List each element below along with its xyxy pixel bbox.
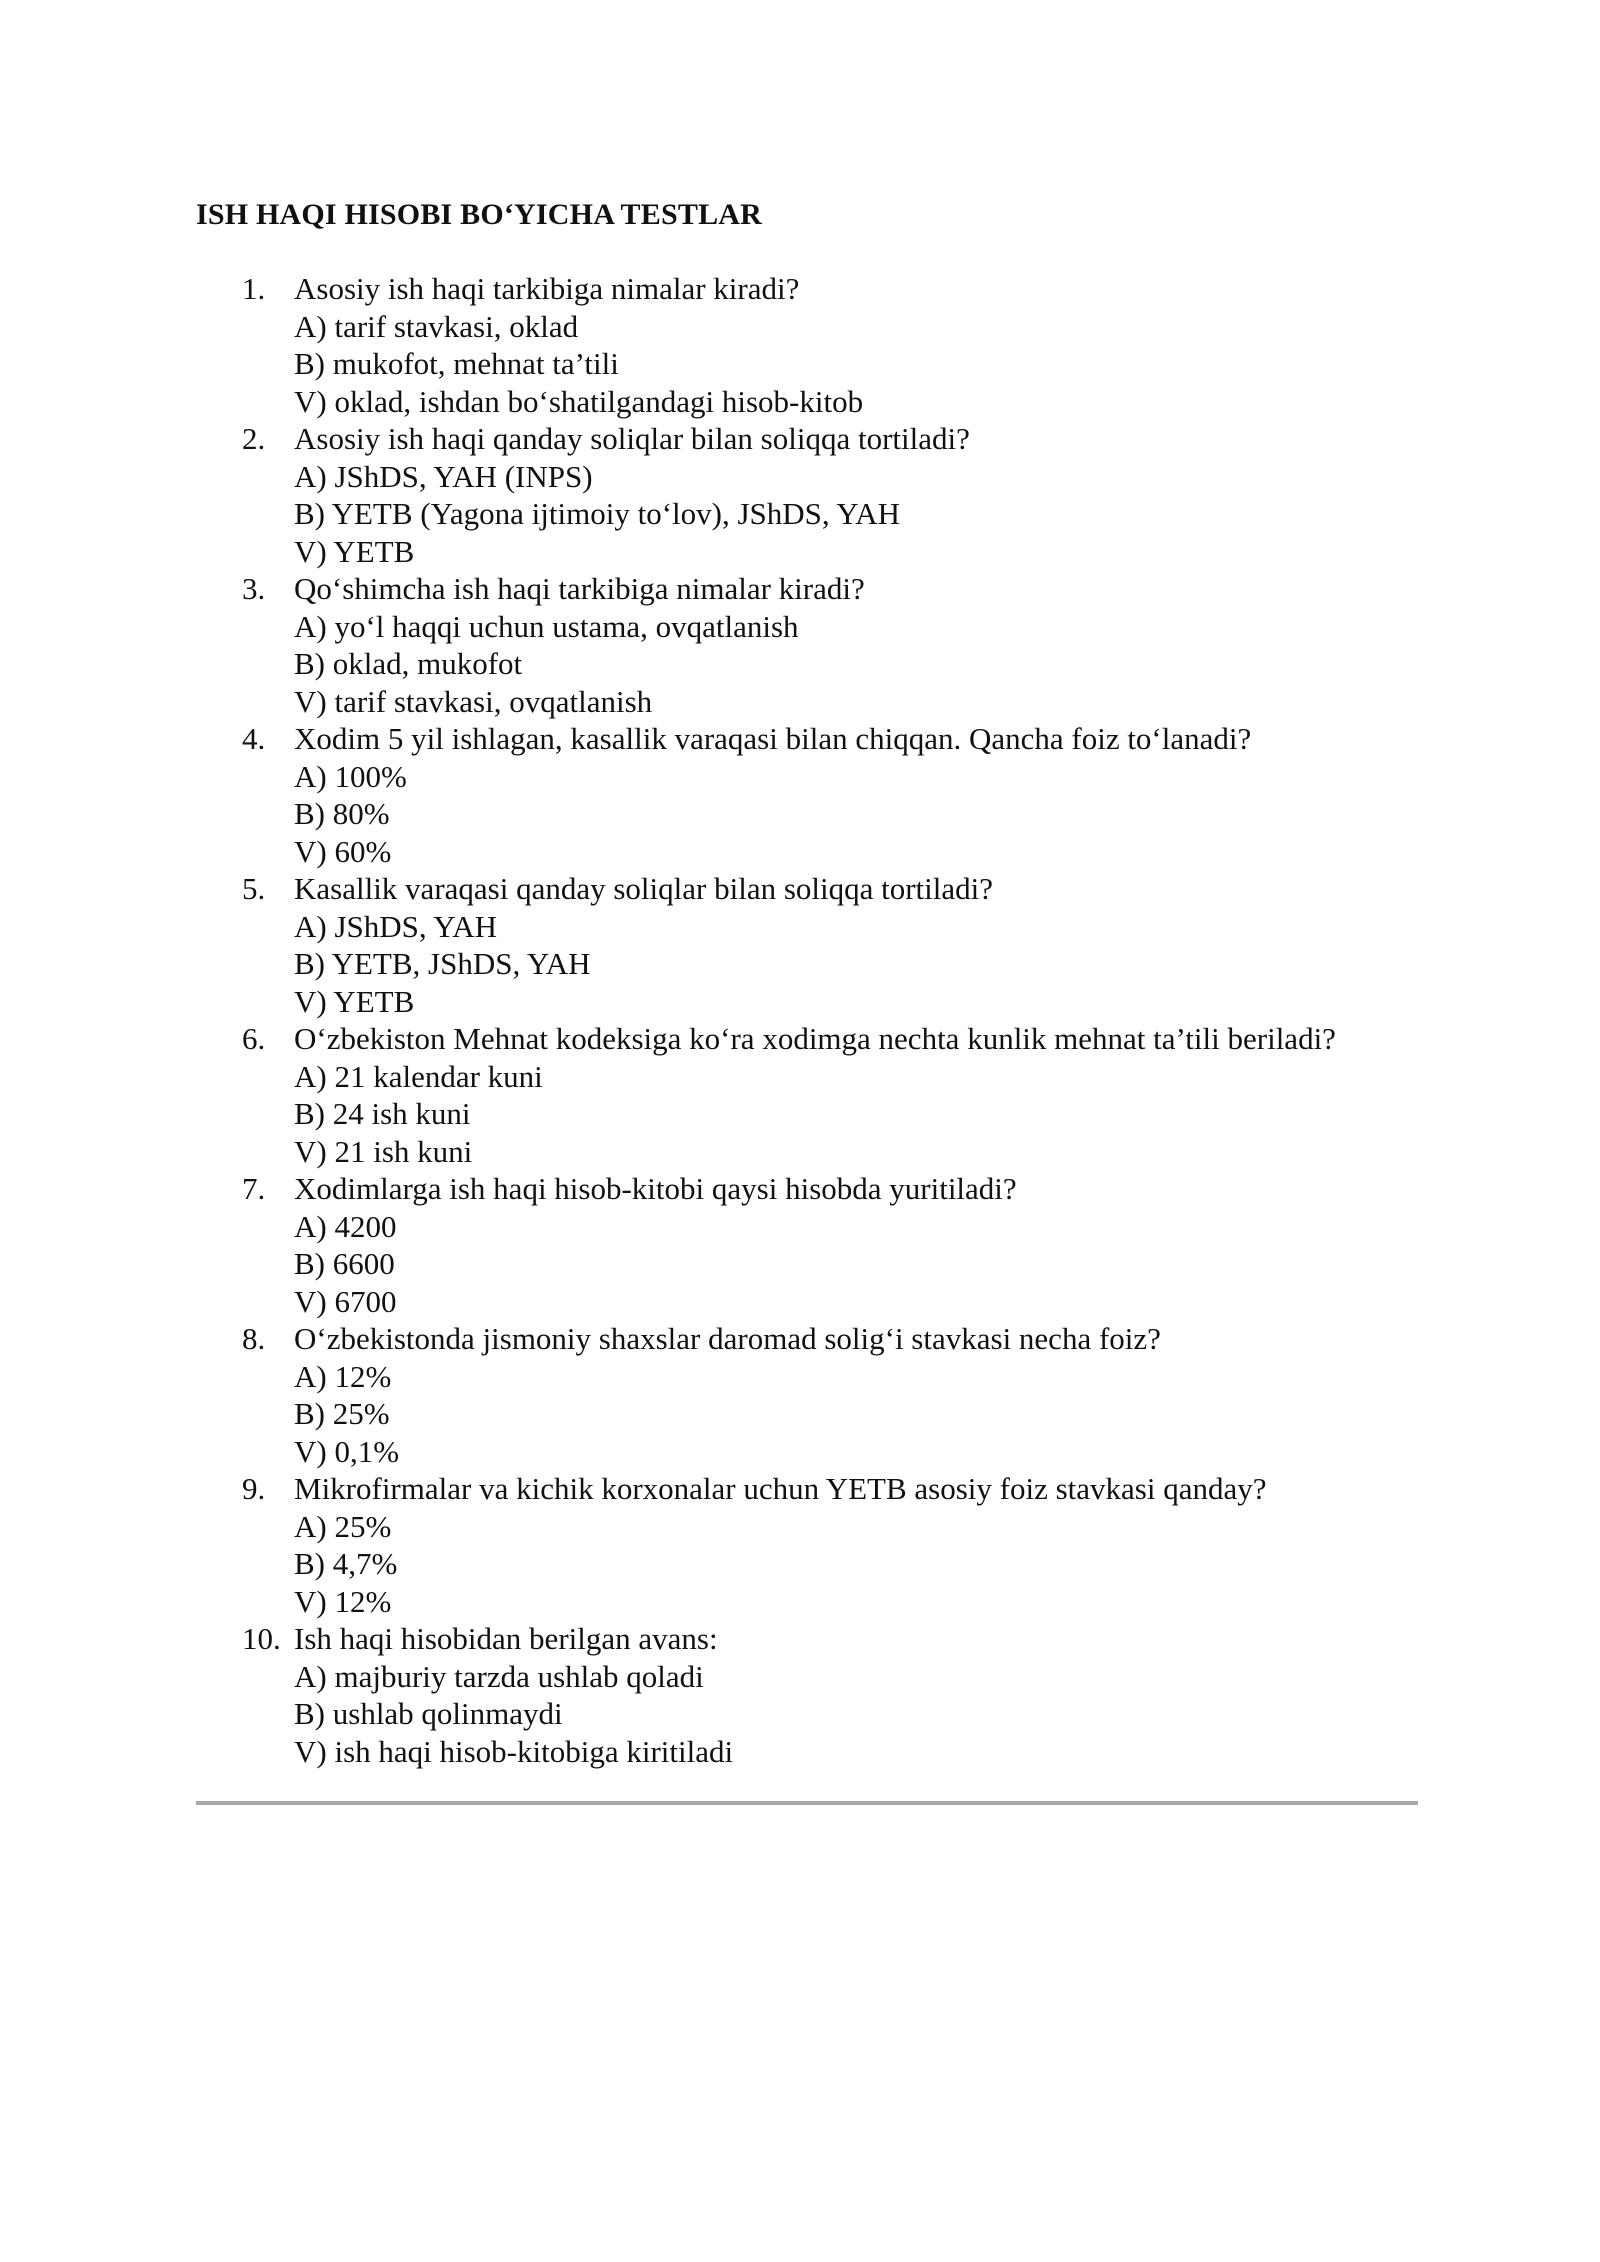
question-text: Asosiy ish haqi tarkibiga nimalar kiradi? xyxy=(294,271,800,306)
question-number: 8. xyxy=(242,1321,266,1356)
answer-option-v: V) 12% xyxy=(294,1583,392,1619)
question-item xyxy=(196,720,1416,870)
question-list xyxy=(196,270,1416,1770)
question-text: Qo‘shimcha ish haqi tarkibiga nimalar kiradi? xyxy=(294,571,865,606)
question-text: Xodim 5 yil ishlagan, kasallik varaqasi bilan chiqqan. Qancha foiz to‘lanadi? xyxy=(294,721,1252,756)
question-text: O‘zbekiston Mehnat kodeksiga ko‘ra xodimga nechta kunlik mehnat ta’tili beriladi? xyxy=(294,1021,1336,1056)
answer-option-b: B) ushlab qolinmaydi xyxy=(294,1696,563,1731)
answer-option-v: V) YETB xyxy=(294,533,415,569)
question-item xyxy=(196,420,1416,570)
question-number: 10. xyxy=(242,1621,281,1656)
answer-option-a: A) 100% xyxy=(294,758,407,794)
answer-option-a: A) 21 kalendar kuni xyxy=(294,1058,543,1094)
answer-option-a: A) 4200 xyxy=(294,1208,397,1244)
answer-option-v: V) YETB xyxy=(294,983,415,1019)
answer-option-v: V) tarif stavkasi, ovqatlanish xyxy=(294,683,653,719)
answer-option-a: A) JShDS, YAH (INPS) xyxy=(294,458,593,494)
question-number: 3. xyxy=(242,571,266,606)
answer-option-v: V) 6700 xyxy=(294,1283,397,1319)
question-item xyxy=(196,1620,1416,1770)
question-item xyxy=(196,1320,1416,1470)
question-number: 6. xyxy=(242,1021,266,1056)
question-number: 9. xyxy=(242,1471,266,1506)
question-item xyxy=(196,1470,1416,1620)
question-number: 2. xyxy=(242,421,266,456)
question-number: 7. xyxy=(242,1171,266,1206)
question-number: 1. xyxy=(242,271,266,306)
answer-option-v: V) 0,1% xyxy=(294,1433,400,1469)
answer-option-b: B) 4,7% xyxy=(294,1546,398,1581)
answer-option-a: A) majburiy tarzda ushlab qoladi xyxy=(294,1658,704,1694)
answer-option-v: V) 60% xyxy=(294,833,392,869)
question-item xyxy=(196,570,1416,720)
question-number: 4. xyxy=(242,721,266,756)
question-text: Ish haqi hisobidan berilgan avans: xyxy=(294,1621,718,1656)
answer-option-v: V) ish haqi hisob-kitobiga kiritiladi xyxy=(294,1733,734,1769)
answer-option-b: B) 25% xyxy=(294,1396,390,1431)
answer-option-b: B) 80% xyxy=(294,796,390,831)
question-item xyxy=(196,1170,1416,1320)
question-text: Kasallik varaqasi qanday soliqlar bilan soliqqa tortiladi? xyxy=(294,871,994,906)
answer-option-b: B) oklad, mukofot xyxy=(294,646,523,681)
question-item xyxy=(196,1020,1416,1170)
answer-option-a: A) tarif stavkasi, oklad xyxy=(294,308,579,344)
horizontal-divider xyxy=(196,1801,1418,1805)
answer-option-v: V) 21 ish kuni xyxy=(294,1133,473,1169)
question-item xyxy=(196,270,1416,420)
answer-option-b: B) mukofot, mehnat ta’tili xyxy=(294,346,619,381)
question-text: Asosiy ish haqi qanday soliqlar bilan soliqqa tortiladi? xyxy=(294,421,970,456)
question-text: Mikrofirmalar va kichik korxonalar uchun YETB asosiy foiz stavkasi qanday? xyxy=(294,1471,1267,1506)
answer-option-b: B) 24 ish kuni xyxy=(294,1096,471,1131)
answer-option-a: A) 25% xyxy=(294,1508,392,1544)
question-number: 5. xyxy=(242,871,266,906)
answer-option-b: B) YETB (Yagona ijtimoiy to‘lov), JShDS, YAH xyxy=(294,496,900,531)
answer-option-v: V) oklad, ishdan bo‘shatilgandagi hisob-kitob xyxy=(294,383,864,419)
question-item xyxy=(196,870,1416,1020)
question-text: Xodimlarga ish haqi hisob-kitobi qaysi hisobda yuritiladi? xyxy=(294,1171,1017,1206)
answer-option-a: A) 12% xyxy=(294,1358,392,1394)
answer-option-b: B) 6600 xyxy=(294,1246,395,1281)
question-text: O‘zbekistonda jismoniy shaxslar daromad solig‘i stavkasi necha foiz? xyxy=(294,1321,1161,1356)
answer-option-a: A) JShDS, YAH xyxy=(294,908,497,944)
answer-option-a: A) yo‘l haqqi uchun ustama, ovqatlanish xyxy=(294,608,799,644)
answer-option-b: B) YETB, JShDS, YAH xyxy=(294,946,591,981)
document-title: ISH HAQI HISOBI BO‘YICHA TESTLAR xyxy=(196,198,763,231)
